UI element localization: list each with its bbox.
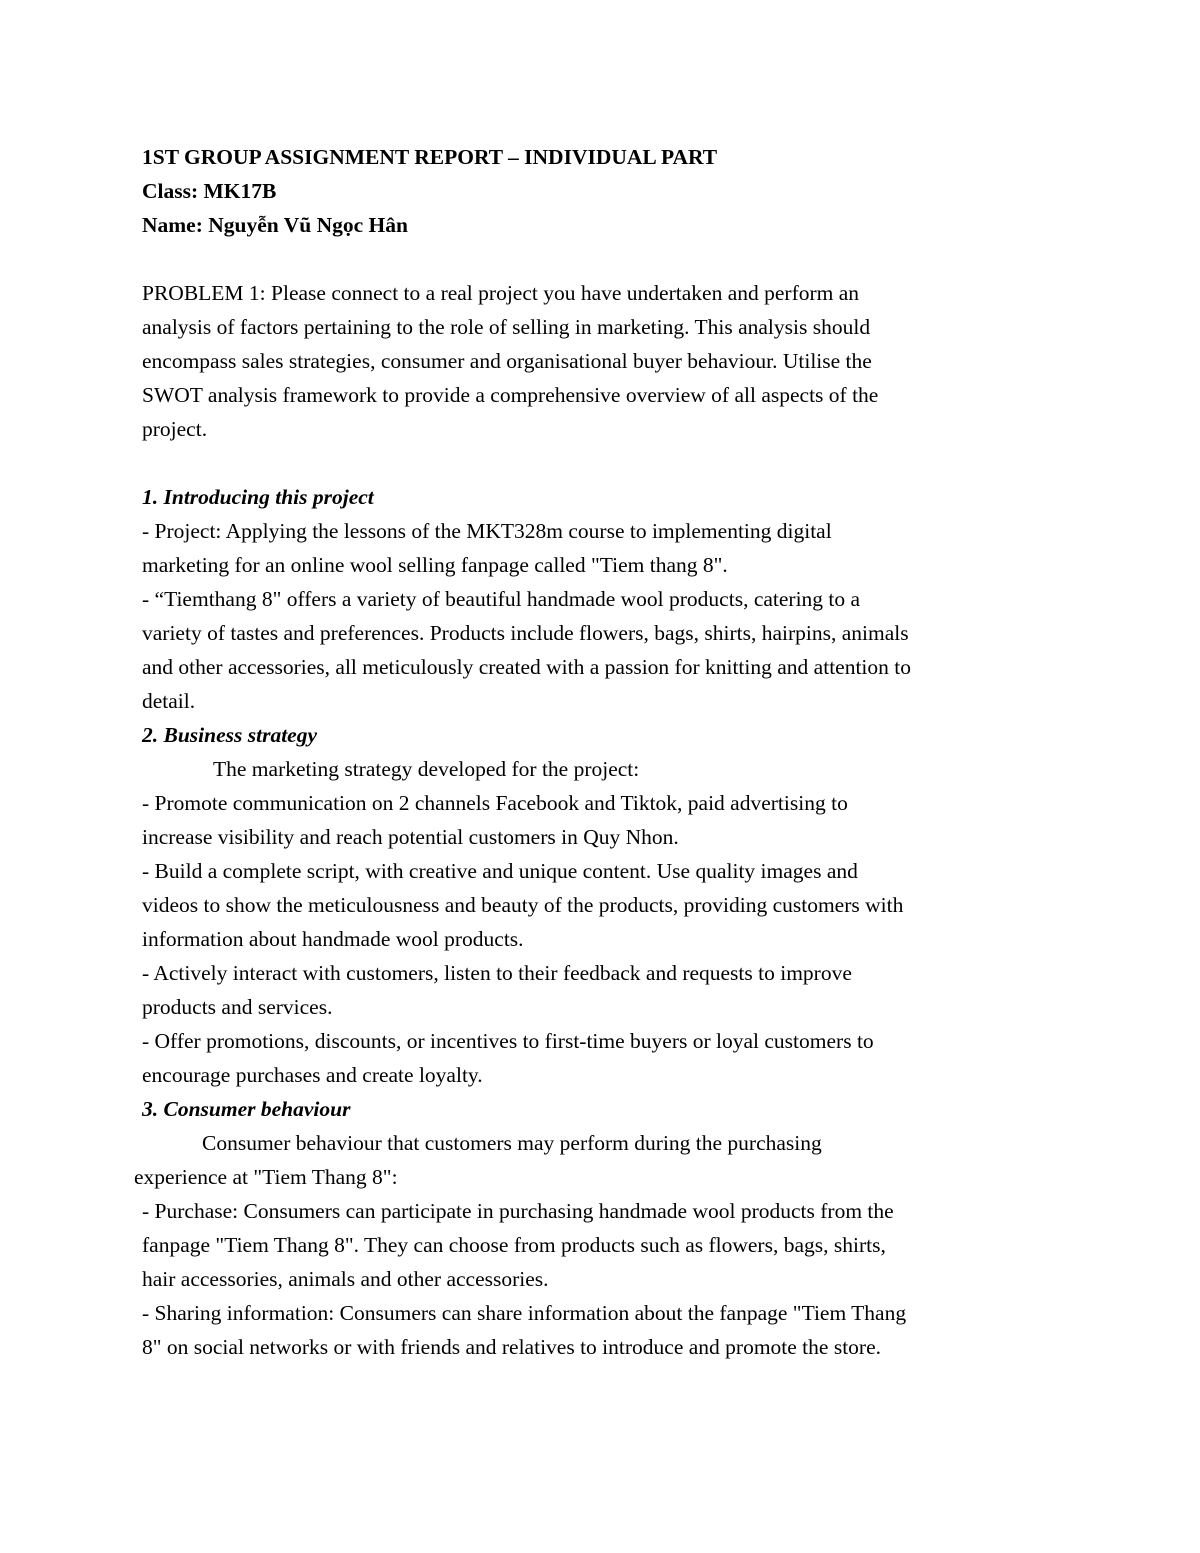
paragraph-line: - Actively interact with customers, listen to their feedback and requests to improve (142, 961, 852, 985)
paragraph-line: variety of tastes and preferences. Products include flowers, bags, shirts, hairpins, animals (142, 621, 909, 645)
section-heading: 1. Introducing this project (142, 485, 374, 509)
section-heading: 3. Consumer behaviour (142, 1097, 351, 1121)
section-intro: experience at "Tiem Thang 8": (134, 1165, 398, 1189)
paragraph-line: information about handmade wool products. (142, 927, 524, 951)
problem-line: analysis of factors pertaining to the role of selling in marketing. This analysis should (142, 315, 871, 339)
spacer (142, 446, 1062, 480)
paragraph-line: - Sharing information: Consumers can share information about the fanpage "Tiem Thang (142, 1301, 907, 1325)
class-line: Class: MK17B (142, 179, 277, 203)
paragraph-line: videos to show the meticulousness and beauty of the products, providing customers with (142, 893, 904, 917)
section-intro: Consumer behaviour that customers may perform during the purchasing (202, 1131, 822, 1155)
paragraph-line: detail. (142, 689, 196, 713)
paragraph-line: - Build a complete script, with creative and unique content. Use quality images and (142, 859, 858, 883)
paragraph-line: - Project: Applying the lessons of the MKT328m course to implementing digital (142, 519, 832, 543)
paragraph-line: fanpage "Tiem Thang 8". They can choose from products such as flowers, bags, shirts, (142, 1233, 886, 1257)
paragraph-line: - Promote communication on 2 channels Facebook and Tiktok, paid advertising to (142, 791, 848, 815)
spacer (142, 242, 1062, 276)
paragraph-line: and other accessories, all meticulously created with a passion for knitting and attention to (142, 655, 912, 679)
paragraph-line: products and services. (142, 995, 333, 1019)
section-business-strategy (142, 718, 1062, 1092)
paragraph-line: marketing for an online wool selling fanpage called "Tiem thang 8". (142, 553, 728, 577)
document-body (134, 140, 1062, 1364)
problem-line: PROBLEM 1: Please connect to a real project you have undertaken and perform an (142, 281, 860, 305)
problem-statement (142, 276, 1062, 446)
paragraph-line: - “Tiemthang 8" offers a variety of beautiful handmade wool products, catering to a (142, 587, 861, 611)
paragraph-line: increase visibility and reach potential customers in Quy Nhon. (142, 825, 679, 849)
section-introducing-project (142, 480, 1062, 718)
paragraph-line: encourage purchases and create loyalty. (142, 1063, 483, 1087)
problem-line: project. (142, 417, 208, 441)
name-line: Name: Nguyễn Vũ Ngọc Hân (142, 213, 408, 237)
paragraph-line: hair accessories, animals and other accessories. (142, 1267, 549, 1291)
paragraph-line: 8" on social networks or with friends and relatives to introduce and promote the store. (142, 1335, 881, 1359)
problem-line: SWOT analysis framework to provide a comprehensive overview of all aspects of the (142, 383, 879, 407)
paragraph-line: - Purchase: Consumers can participate in purchasing handmade wool products from the (142, 1199, 894, 1223)
section-intro: The marketing strategy developed for the project: (213, 757, 640, 781)
section-consumer-behaviour (134, 1092, 1062, 1364)
problem-line: encompass sales strategies, consumer and organisational buyer behaviour. Utilise the (142, 349, 872, 373)
section-heading: 2. Business strategy (142, 723, 318, 747)
paragraph-line: - Offer promotions, discounts, or incentives to first-time buyers or loyal customers to (142, 1029, 874, 1053)
report-title: 1ST GROUP ASSIGNMENT REPORT – INDIVIDUAL PART (142, 145, 718, 169)
